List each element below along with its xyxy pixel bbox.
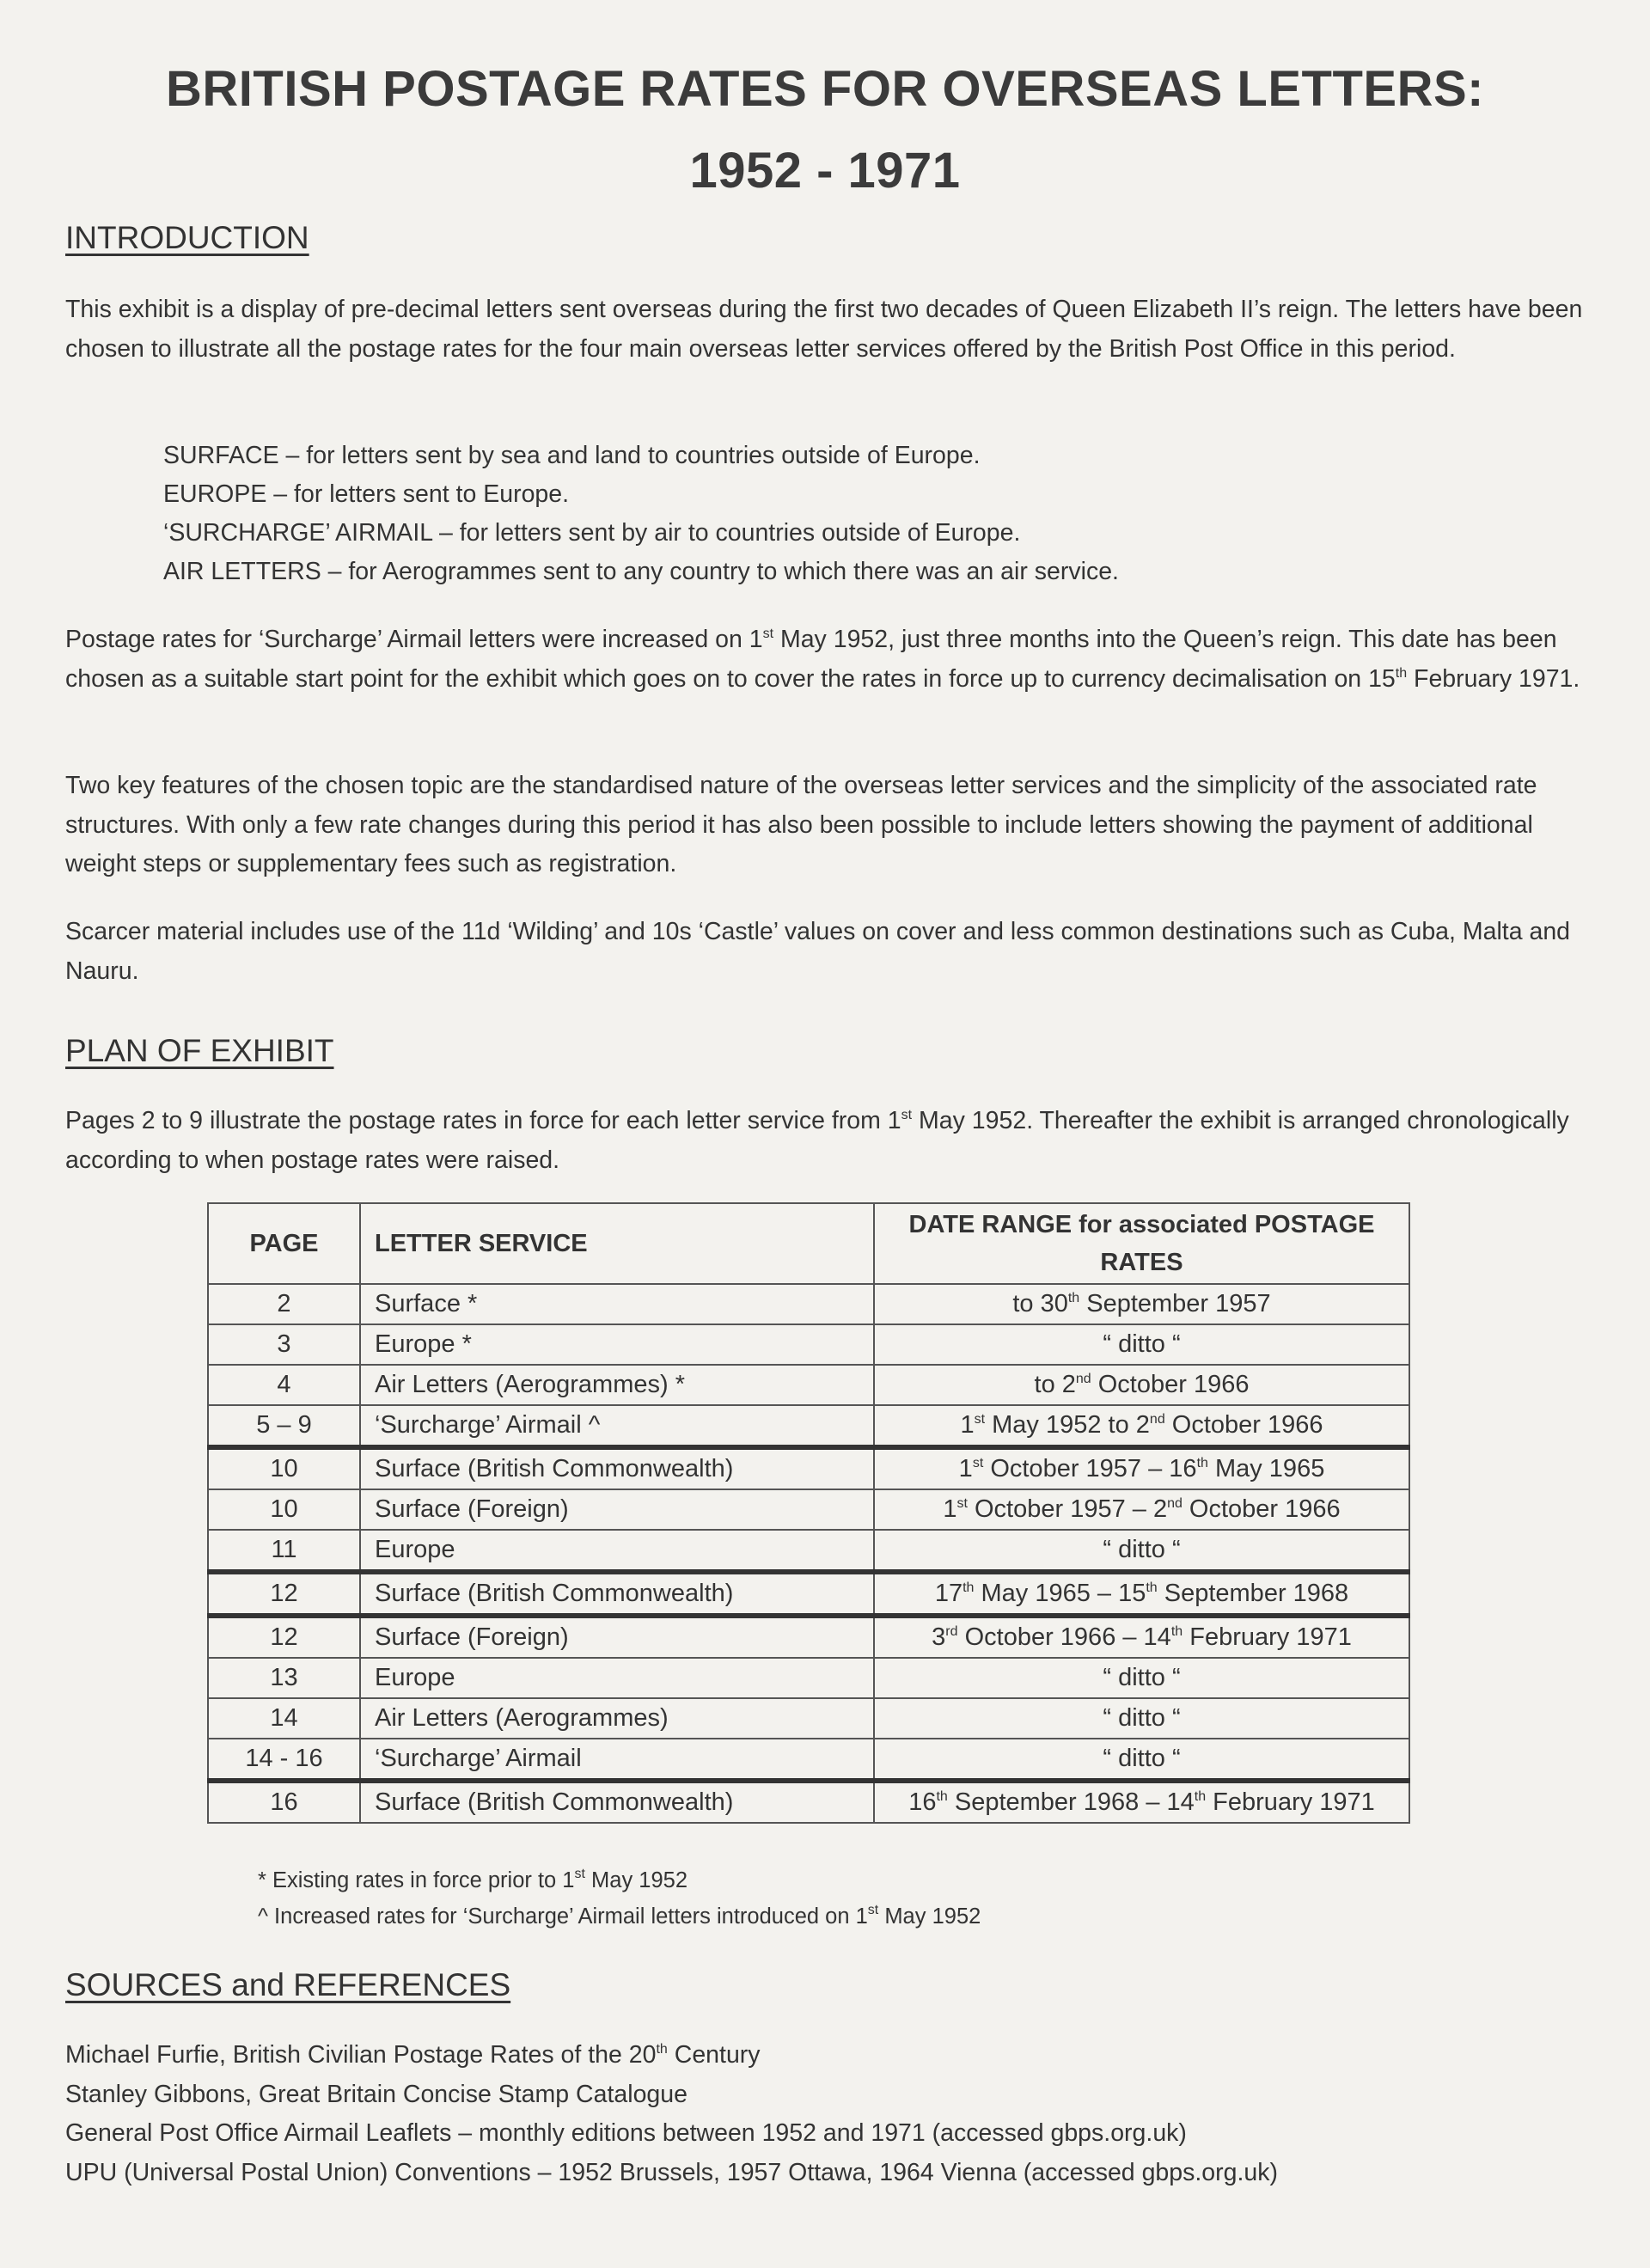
footnote-existing-rates: * Existing rates in force prior to 1st May 1952	[258, 1867, 688, 1892]
service-cell: ‘Surcharge’ Airmail ^	[360, 1405, 874, 1447]
page-cell: 12	[208, 1616, 360, 1658]
page-cell: 3	[208, 1324, 360, 1365]
date-range-cell: 16th September 1968 – 14th February 1971	[874, 1781, 1409, 1823]
reference-item: UPU (Universal Postal Union) Conventions – 1952 Brussels, 1957 Ottawa, 1964 Vienna (accessed gbps.org.uk)	[65, 2158, 1278, 2186]
page-cell: 14 - 16	[208, 1739, 360, 1781]
plan-heading: PLAN OF EXHIBIT	[65, 1033, 334, 1068]
table-row	[208, 1447, 1409, 1489]
date-range-cell: 1st October 1957 – 16th May 1965	[874, 1447, 1409, 1489]
service-cell: Air Letters (Aerogrammes) *	[360, 1365, 874, 1405]
table-row	[208, 1530, 1409, 1572]
table-row	[208, 1324, 1409, 1365]
service-cell: Air Letters (Aerogrammes)	[360, 1698, 874, 1739]
service-cell: Europe *	[360, 1324, 874, 1365]
page-cell: 12	[208, 1572, 360, 1616]
footnote-increased-rates: ^ Increased rates for ‘Surcharge’ Airmail letters introduced on 1st May 1952	[258, 1903, 981, 1929]
header-page: PAGE	[208, 1203, 360, 1284]
table-row	[208, 1572, 1409, 1616]
header-letter-service: LETTER SERVICE	[360, 1203, 874, 1284]
intro-paragraph-2: Postage rates for ‘Surcharge’ Airmail letters were increased on 1st May 1952, just three months into the Queen’s reign. This date has been chosen as a suitable start point for the exhibit which goes on to cover the rates in force up to currency decimalisation on 15th February 1971.	[65, 626, 1580, 693]
service-cell: Surface *	[360, 1284, 874, 1324]
table-row	[208, 1405, 1409, 1447]
date-range-cell: to 30th September 1957	[874, 1284, 1409, 1324]
table-row	[208, 1781, 1409, 1823]
date-range-cell: 1st October 1957 – 2nd October 1966	[874, 1489, 1409, 1530]
service-item-europe: EUROPE – for letters sent to Europe.	[163, 480, 570, 508]
service-cell: Surface (British Commonwealth)	[360, 1781, 874, 1823]
table-row	[208, 1489, 1409, 1530]
date-range-cell: 17th May 1965 – 15th September 1968	[874, 1572, 1409, 1616]
date-range-cell: 1st May 1952 to 2nd October 1966	[874, 1405, 1409, 1447]
service-item-surface: SURFACE – for letters sent by sea and land to countries outside of Europe.	[163, 442, 981, 469]
sources-heading: SOURCES and REFERENCES	[65, 1967, 511, 2002]
page-cell: 10	[208, 1447, 360, 1489]
date-range-cell: “ ditto “	[874, 1739, 1409, 1781]
table-row	[208, 1616, 1409, 1658]
service-cell: ‘Surcharge’ Airmail	[360, 1739, 874, 1781]
plan-table-header-row	[208, 1203, 1409, 1284]
intro-paragraph-1: This exhibit is a display of pre-decimal letters sent overseas during the first two decades of Queen Elizabeth II’s reign. The letters have been chosen to illustrate all the postage rates for the four main overseas letter services offered by the British Post Office in this period.	[65, 296, 1583, 363]
plan-paragraph: Pages 2 to 9 illustrate the postage rates in force for each letter service from 1st May 1952. Thereafter the exhibit is arranged chronologically according to when postage rates were raised.	[65, 1107, 1569, 1174]
date-range-cell: “ ditto “	[874, 1658, 1409, 1698]
header-date-range: DATE RANGE for associated POSTAGE RATES	[874, 1203, 1409, 1284]
date-range-cell: to 2nd October 1966	[874, 1365, 1409, 1405]
introduction-heading: INTRODUCTION	[65, 220, 309, 255]
reference-item: Michael Furfie, British Civilian Postage Rates of the 20th Century	[65, 2041, 761, 2069]
service-cell: Europe	[360, 1658, 874, 1698]
table-row	[208, 1365, 1409, 1405]
page-cell: 10	[208, 1489, 360, 1530]
date-range-cell: “ ditto “	[874, 1698, 1409, 1739]
date-range-cell: “ ditto “	[874, 1530, 1409, 1572]
page-cell: 11	[208, 1530, 360, 1572]
table-row	[208, 1658, 1409, 1698]
page-cell: 14	[208, 1698, 360, 1739]
page-cell: 13	[208, 1658, 360, 1698]
service-list	[163, 437, 1538, 591]
intro-paragraph-4: Scarcer material includes use of the 11d ‘Wilding’ and 10s ‘Castle’ values on cover and less common destinations such as Cuba, Malta and Nauru.	[65, 918, 1571, 985]
service-cell: Surface (Foreign)	[360, 1616, 874, 1658]
table-row	[208, 1739, 1409, 1781]
service-cell: Surface (British Commonwealth)	[360, 1447, 874, 1489]
page-cell: 16	[208, 1781, 360, 1823]
table-row	[208, 1698, 1409, 1739]
reference-list	[65, 2036, 1595, 2192]
plan-table	[207, 1202, 1410, 1824]
document-title-line1: BRITISH POSTAGE RATES FOR OVERSEAS LETTERS:	[166, 61, 1484, 117]
date-range-cell: “ ditto “	[874, 1324, 1409, 1365]
service-item-air-letters: AIR LETTERS – for Aerogrammes sent to any country to which there was an air service.	[163, 558, 1119, 585]
intro-paragraph-3: Two key features of the chosen topic are the standardised nature of the overseas letter services and the simplicity of the associated rate structures. With only a few rate changes during this period it has also been possible to include letters showing the payment of additional weight steps or supplementary fees such as registration.	[65, 772, 1537, 877]
reference-item: Stanley Gibbons, Great Britain Concise Stamp Catalogue	[65, 2080, 688, 2108]
service-cell: Surface (Foreign)	[360, 1489, 874, 1530]
reference-item: General Post Office Airmail Leaflets – monthly editions between 1952 and 1971 (accessed gbps.org.uk)	[65, 2119, 1187, 2147]
service-item-surcharge-airmail: ‘SURCHARGE’ AIRMAIL – for letters sent by air to countries outside of Europe.	[163, 519, 1021, 547]
service-cell: Surface (British Commonwealth)	[360, 1572, 874, 1616]
date-range-cell: 3rd October 1966 – 14th February 1971	[874, 1616, 1409, 1658]
service-cell: Europe	[360, 1530, 874, 1572]
document-title-line2: 1952 - 1971	[689, 143, 961, 199]
page-cell: 2	[208, 1284, 360, 1324]
page-cell: 5 – 9	[208, 1405, 360, 1447]
page-cell: 4	[208, 1365, 360, 1405]
table-row	[208, 1284, 1409, 1324]
